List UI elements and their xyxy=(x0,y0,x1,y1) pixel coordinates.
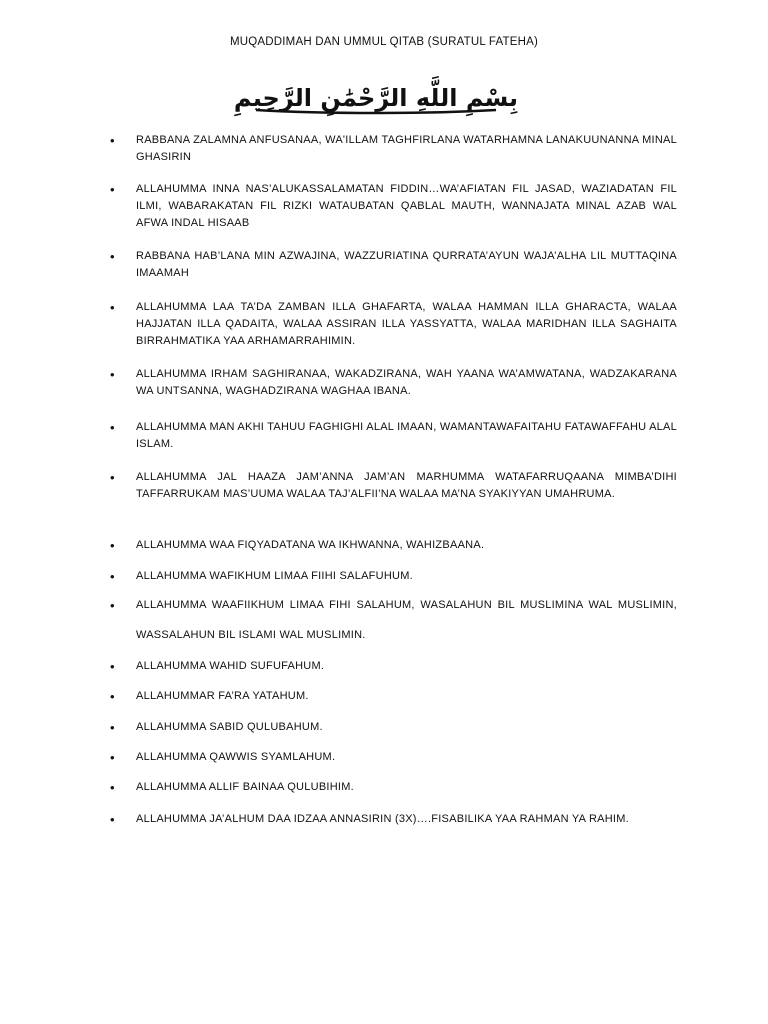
bullet-icon: • xyxy=(110,538,115,553)
prayer-text: ALLAHUMMA QAWWIS SYAMLAHUM. xyxy=(136,751,336,763)
bullet-icon: • xyxy=(110,420,115,435)
bullet-icon: • xyxy=(110,470,115,485)
basmala-calligraphy xyxy=(196,70,556,122)
document-title: MUQADDIMAH DAN UMMUL QITAB (SURATUL FATEHA) xyxy=(229,36,539,48)
prayer-text: RABBANA ZALAMNA ANFUSANAA, WA'ILLAM TAGHFIRLANA WATARHAMNA LANAKUUNANNA MINAL GHASIRIN xyxy=(136,134,677,163)
basmala-calligraphy-image xyxy=(196,70,556,122)
bullet-icon: • xyxy=(110,300,115,315)
prayer-text: ALLAHUMMA LAA TA’DA ZAMBAN ILLA GHAFARTA, WALAA HAMMAN ILLA GHARACTA, WALAA HAJJATAN ILLA QADAITA, WALAA ASSIRAN ILLA YASSYATTA, WALAA MARIDHAN ILLA SAGHAITA BIRRAHMATIKA YAA ARHAMARRAHIMIN. xyxy=(136,301,677,347)
prayer-text: ALLAHUMMAR FA’RA YATAHUM. xyxy=(136,690,309,702)
prayer-text: ALLAHUMMA WAAFIIKHUM LIMAA FIHI SALAHUM, WASALAHUN BIL MUSLIMINA WAL MUSLIMIN, WASSALAHUN BIL ISLAMI WAL MUSLIMIN. xyxy=(136,599,677,641)
bullet-icon: • xyxy=(110,133,115,148)
bullet-icon: • xyxy=(110,780,115,795)
prayer-text: ALLAHUMMA SABID QULUBAHUM. xyxy=(136,721,323,733)
bullet-icon: • xyxy=(110,812,115,827)
bullet-icon: • xyxy=(110,367,115,382)
bullet-icon: • xyxy=(110,689,115,704)
prayer-text: ALLAHUMMA MAN AKHI TAHUU FAGHIGHI ALAL IMAAN, WAMANTAWAFAITAHU FATAWAFFAHU ALAL ISLAM. xyxy=(136,421,677,450)
bullet-icon: • xyxy=(110,182,115,197)
prayer-text: ALLAHUMMA JA’ALHUM DAA IDZAA ANNASIRIN (3X)….FISABILIKA YAA RAHMAN YA RAHIM. xyxy=(136,813,629,825)
bullet-icon: • xyxy=(110,659,115,674)
basmala-text: بِسْمِ اللَّهِ الرَّحْمَٰنِ الرَّحِيمِ xyxy=(233,84,519,112)
bullet-icon: • xyxy=(110,249,115,264)
bullet-icon: • xyxy=(110,720,115,735)
prayer-text: ALLAHUMMA ALLIF BAINAA QULUBIHIM. xyxy=(136,781,354,793)
prayer-text: RABBANA HAB’LANA MIN AZWAJINA, WAZZURIATINA QURRATA’AYUN WAJA’ALHA LIL MUTTAQINA IMAAMAH xyxy=(136,250,677,279)
bullet-icon: • xyxy=(110,598,115,613)
prayer-text: ALLAHUMMA WAFIKHUM LIMAA FIIHI SALAFUHUM. xyxy=(136,570,413,582)
prayer-text: ALLAHUMMA JAL HAAZA JAM’ANNA JAM’AN MARHUMMA WATAFARRUQAANA MIMBA’DIHI TAFFARRUKAM MAS’UUMA WALAA TAJ’ALFII’NA WALAA MA’NA SYAKIYYAN UMAHRUMA. xyxy=(136,471,677,500)
prayer-text: ALLAHUMMA INNA NAS’ALUKASSALAMATAN FIDDIN…WA’AFIATAN FIL JASAD, WAZIADATAN FIL ILMI, WABARAKATAN FIL RIZKI WATAUBATAN QABLAL MAUTH, WANNAJATA MINAL AZAB WAL AFWA INDAL HISAAB xyxy=(136,183,677,229)
prayer-text: ALLAHUMMA IRHAM SAGHIRANAA, WAKADZIRANA, WAH YAANA WA’AMWATANA, WADZAKARANA WA UNTSANNA, WAGHADZIRANA WAGHAA IBANA. xyxy=(136,368,677,397)
bullet-icon: • xyxy=(110,750,115,765)
prayer-text: ALLAHUMMA WAA FIQYADATANA WA IKHWANNA, WAHIZBAANA. xyxy=(136,539,485,551)
bullet-icon: • xyxy=(110,569,115,584)
prayer-text: ALLAHUMMA WAHID SUFUFAHUM. xyxy=(136,660,325,672)
